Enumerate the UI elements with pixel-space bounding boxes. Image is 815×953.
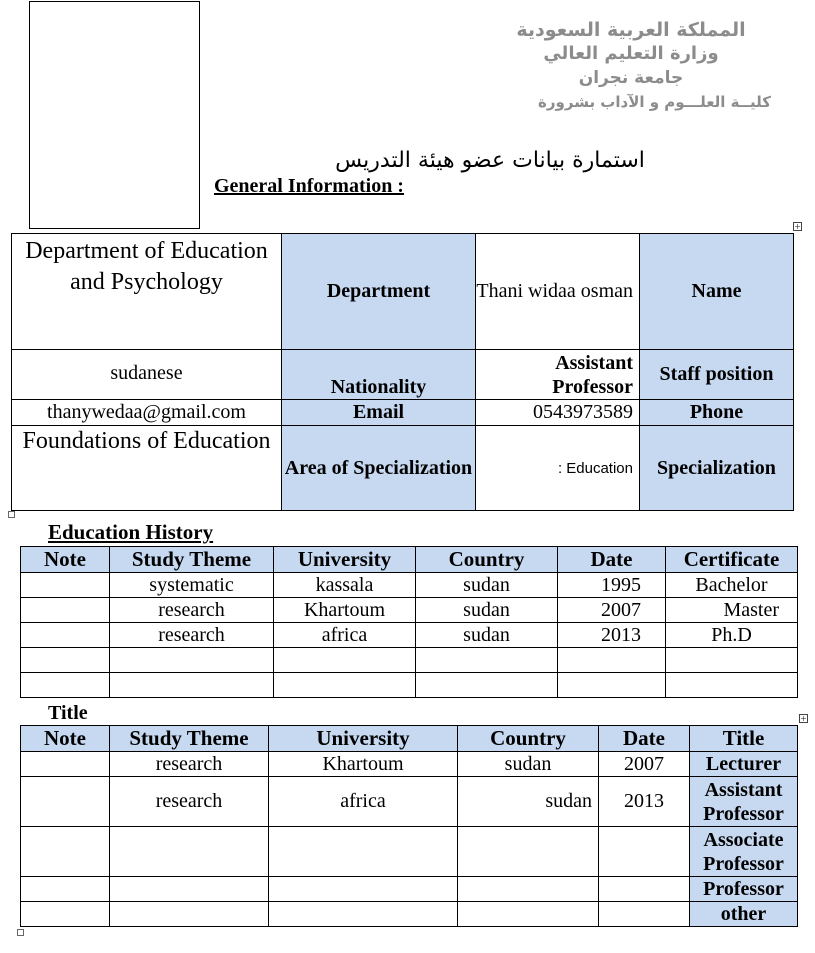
title-cell	[458, 877, 599, 902]
title-header-study-theme: Study Theme	[110, 726, 269, 752]
title-cell: Assistant Professor	[690, 777, 798, 827]
nationality-value: sudanese	[12, 350, 282, 400]
department-value: Department of Education and Psychology	[12, 234, 282, 350]
title-cell: Associate Professor	[690, 827, 798, 877]
table-row	[21, 673, 798, 698]
edu-header-date: Date	[558, 547, 666, 573]
phone-value: 0543973589	[476, 400, 640, 426]
title-header-title: Title	[690, 726, 798, 752]
table-row	[21, 573, 798, 598]
institution-header	[481, 18, 781, 114]
edu-cell: systematic	[110, 573, 274, 598]
edu-cell	[666, 648, 798, 673]
title-cell	[599, 877, 690, 902]
table-row	[21, 777, 798, 827]
area-label: Area of Specialization	[282, 426, 476, 511]
edu-header-note: Note	[21, 547, 110, 573]
table-move-handle-icon[interactable]: +	[800, 714, 807, 723]
title-cell: Khartoum	[269, 752, 458, 777]
title-cell: other	[690, 902, 798, 927]
table-row	[21, 648, 798, 673]
edu-cell: research	[110, 598, 274, 623]
title-cell	[21, 777, 110, 827]
title-table	[20, 725, 798, 927]
title-cell: Professor	[690, 877, 798, 902]
title-header-university: University	[269, 726, 458, 752]
title-cell	[269, 877, 458, 902]
title-cell: research	[110, 777, 269, 827]
header-line-kingdom: المملكة العربية السعودية	[516, 19, 746, 41]
title-cell	[21, 877, 110, 902]
edu-cell: research	[110, 623, 274, 648]
table-row	[21, 752, 798, 777]
edu-cell	[274, 673, 416, 698]
title-cell	[110, 827, 269, 877]
title-cell: 2007	[599, 752, 690, 777]
title-cell	[110, 902, 269, 927]
edu-cell: Khartoum	[274, 598, 416, 623]
edu-cell: sudan	[416, 623, 558, 648]
title-cell: 2013	[599, 777, 690, 827]
title-cell: sudan	[458, 752, 599, 777]
area-value: Foundations of Education	[12, 426, 282, 511]
edu-header-country: Country	[416, 547, 558, 573]
header-line-university: جامعة نجران	[578, 68, 684, 88]
title-cell	[21, 902, 110, 927]
title-cell	[21, 827, 110, 877]
edu-cell	[558, 673, 666, 698]
education-history-table	[20, 546, 798, 698]
title-cell: sudan	[458, 777, 599, 827]
edu-header-certificate: Certificate	[666, 547, 798, 573]
edu-cell	[416, 673, 558, 698]
title-cell	[21, 752, 110, 777]
edu-cell	[666, 673, 798, 698]
title-cell: Lecturer	[690, 752, 798, 777]
edu-header-study-theme: Study Theme	[110, 547, 274, 573]
title-cell	[458, 902, 599, 927]
edu-cell: Ph.D	[666, 623, 798, 648]
table-row	[21, 902, 798, 927]
name-label: Name	[640, 234, 794, 350]
edu-cell	[21, 648, 110, 673]
edu-cell: Bachelor	[666, 573, 798, 598]
edu-cell: sudan	[416, 573, 558, 598]
edu-cell: 2007	[558, 598, 666, 623]
title-cell	[269, 827, 458, 877]
table-move-handle-icon[interactable]: +	[794, 222, 801, 231]
photo-placeholder	[29, 1, 200, 229]
title-cell	[599, 902, 690, 927]
title-cell: africa	[269, 777, 458, 827]
title-header-country: Country	[458, 726, 599, 752]
edu-cell	[21, 623, 110, 648]
specialization-value: : Education	[476, 426, 640, 511]
edu-cell	[416, 648, 558, 673]
edu-cell	[274, 648, 416, 673]
general-information-heading: General Information :	[214, 177, 404, 197]
edu-cell: 1995	[558, 573, 666, 598]
phone-label: Phone	[640, 400, 794, 426]
edu-cell	[21, 673, 110, 698]
edu-cell: Master	[666, 598, 798, 623]
education-history-heading: Education History	[48, 520, 214, 544]
table-row	[21, 827, 798, 877]
staff-position-value: Assistant Professor	[476, 350, 640, 400]
specialization-label: Specialization	[640, 426, 794, 511]
header-line-ministry: وزارة التعليم العالي	[543, 43, 719, 64]
edu-header-university: University	[274, 547, 416, 573]
email-label: Email	[282, 400, 476, 426]
edu-cell	[110, 648, 274, 673]
form-title: استمارة بيانات عضو هيئة التدريس	[335, 148, 645, 173]
title-header-date: Date	[599, 726, 690, 752]
title-cell	[269, 902, 458, 927]
edu-cell: sudan	[416, 598, 558, 623]
edu-cell	[110, 673, 274, 698]
general-information-table	[11, 233, 794, 511]
edu-cell: kassala	[274, 573, 416, 598]
table-resize-handle-icon[interactable]	[17, 929, 24, 936]
title-heading: Title	[48, 702, 88, 724]
table-row	[21, 877, 798, 902]
nationality-label: Nationality	[282, 350, 476, 400]
header-line-college: كليــة العلـــوم و الآداب بشرورة	[538, 93, 771, 111]
title-header-note: Note	[21, 726, 110, 752]
email-value: thanywedaa@gmail.com	[12, 400, 282, 426]
table-resize-handle-icon[interactable]	[8, 511, 15, 518]
staff-position-label: Staff position	[640, 350, 794, 400]
department-label: Department	[282, 234, 476, 350]
title-cell	[599, 827, 690, 877]
name-value: Thani widaa osman	[476, 234, 640, 350]
table-row	[21, 623, 798, 648]
title-cell	[458, 827, 599, 877]
edu-cell	[21, 598, 110, 623]
table-row	[21, 598, 798, 623]
edu-cell: africa	[274, 623, 416, 648]
edu-cell: 2013	[558, 623, 666, 648]
edu-cell	[21, 573, 110, 598]
title-cell: research	[110, 752, 269, 777]
edu-cell	[558, 648, 666, 673]
title-cell	[110, 877, 269, 902]
